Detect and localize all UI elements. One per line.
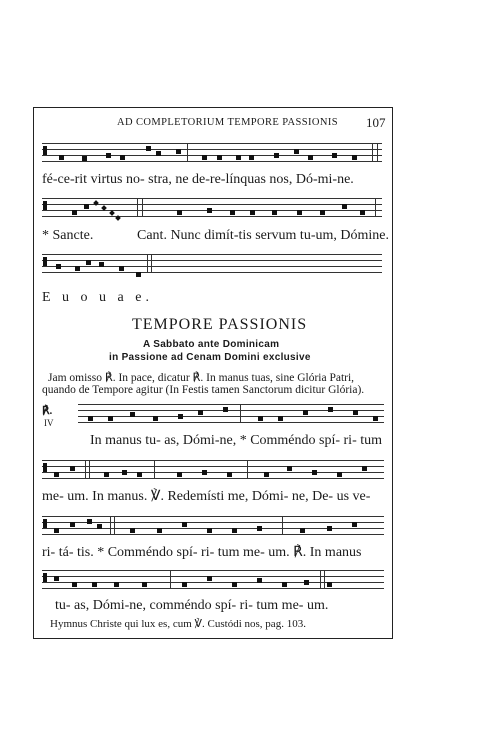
lyric-line-2a: * Sancte.	[42, 228, 94, 243]
mode-number: IV	[44, 418, 54, 428]
music-staff-4	[78, 404, 384, 422]
responsory-line-3: ri- tá- tis. * Comméndo spí- ri- tum me- um. ℟. In manus	[42, 545, 362, 560]
lyric-line-1: fé-ce-rit virtus no- stra, ne de-re-línquas nos, Dó-mi-ne.	[42, 172, 354, 187]
music-staff-7	[42, 570, 384, 588]
rubric-line-1: Jam omisso ℟. In pace, dicatur ℟. In manus tuas, sine Glória Patri,	[48, 372, 355, 384]
responsory-line-1: In manus tu- as, Dómi-ne, * Comméndo spí- ri- tum	[90, 433, 383, 448]
section-title: TEMPORE PASSIONIS	[132, 316, 308, 333]
responsory-line-2: me- um. In manus. ℣. Redemísti me, Dómi- ne, De- us ve-	[42, 489, 371, 504]
mode-sign: ℟.	[42, 405, 53, 417]
lyric-line-3: E u o u a e.	[42, 290, 153, 305]
running-header: AD COMPLETORIUM TEMPORE PASSIONIS	[117, 117, 339, 128]
responsory-line-4: tu- as, Dómi-ne, comméndo spí- ri- tum me- um.	[55, 598, 329, 613]
music-staff-3	[42, 254, 382, 272]
rubric-line-2: quando de Tempore agitur (In Festis tamen Sanctorum dicitur Glória).	[42, 384, 365, 396]
hymn-reference: Hymnus Christe qui lux es, cum ℣. Custódi nos, pag. 103.	[50, 618, 306, 630]
music-staff-2	[42, 198, 382, 216]
section-subtitle-2: in Passione ad Cenam Domini exclusive	[109, 352, 311, 363]
music-staff-5	[42, 460, 384, 478]
section-subtitle-1: A Sabbato ante Dominicam	[143, 339, 280, 350]
music-staff-6	[42, 516, 384, 534]
music-staff-1	[42, 143, 382, 161]
page-number: 107	[366, 115, 386, 130]
lyric-line-2b: Cant. Nunc dimít-tis servum tu-um, Dómine.	[137, 228, 389, 243]
